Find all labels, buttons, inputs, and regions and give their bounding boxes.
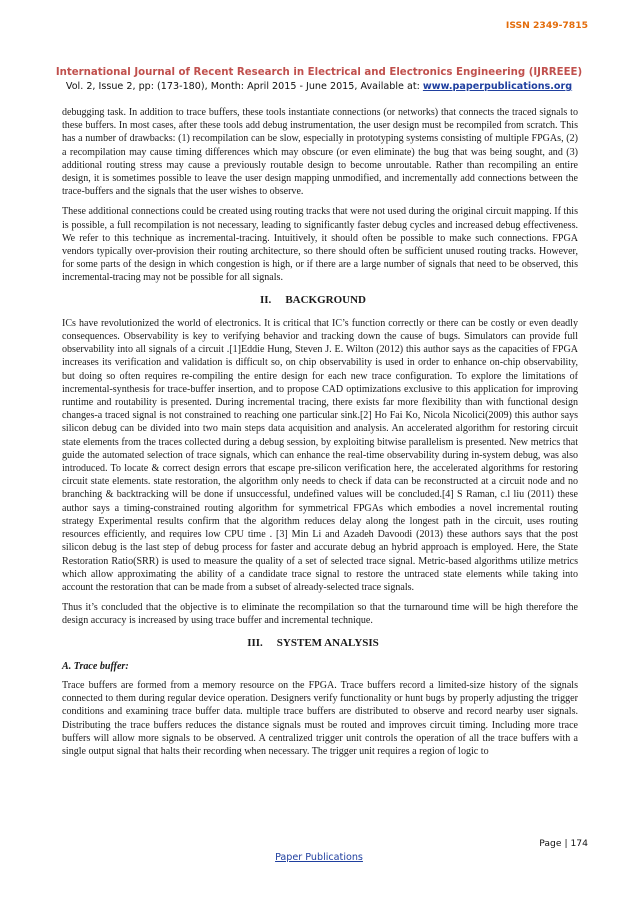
issn-label: ISSN 2349-7815 [505,20,588,31]
section-number: II. [260,293,272,306]
journal-title: International Journal of Recent Research in Electrical and Electronics Engineering (IJRREEE) [55,67,583,78]
paragraph: These additional connections could be created using routing tracks that were not used during the original circuit mapping. If this is possible, a full recompilation is not necessary, leading to significantly faster debug cycles and increased debug effectiveness. We refer to this technique as incremental-tracing. Intuitively, it should often be possible to make such connections. FPGA vendors typically over-provision their routing architecture, so there should often be sufficient unused routing tracks. However, for some parts of the design in which congestion is high, or if there are a large number of signals that need to be observed, this incremental-tracing may not be possible for all signals. [62,206,578,284]
paragraph: Trace buffers are formed from a memory resource on the FPGA. Trace buffers record a limited-size history of the signals connected to them during regular device operation. Designers verify functionality or hunt bugs by properly adjusting the trigger conditions and examining trace buffer data. multiple trace buffers are distributed to observe and record nearby user signals. Distributing the trace buffers reduces the distance signals must be routed and improves circuit timing. Including more trace buffers will allow more signals to be observed. A centralized trigger unit controls the operation of all the trace buffers with a single output signal that halts their recording when necessary. The trigger unit requires a region of logic to [62,679,578,757]
section-heading-background [62,294,578,307]
section-title: SYSTEM ANALYSIS [276,636,379,649]
paragraph: debugging task. In addition to trace buffers, these tools instantiate connections (or networks) that connects the traced signals to these buffers. In most cases, after these tools add debug instrumentation, the user design must be recompiled from scratch. This has a number of drawbacks: (1) recompilation can be slow, especially in prototyping systems consisting of multiple FPGAs, (2) a recompilation may cause timing differences which may obscure (or even eliminate) the bug that was being sought, and (3) additional routing stress may cause a previously routable design to become unroutable. Rather than recompiling an entire design, it is sometimes possible to leave the user design mapping unmodified, and incrementally add connections between the trace-buffers and the signals that the user wishes to observe. [62,107,578,198]
article-body [62,106,578,765]
journal-volume-info [0,81,638,92]
publisher-link[interactable]: Paper Publications [275,852,363,863]
paragraph: ICs have revolutionized the world of electronics. It is critical that IC’s function correctly or there can be costly or even deadly consequences. Observability is key to verifying behavior and tracking down the cause of bugs. Simulators can provide full observability into all signals of a circuit .[1]Eddie Hung, Steven J. E. Wilton (2012) this author says as the capacities of FPGA increases its verification and validation is difficult so, on chip observability is used in order to enhance on-chip observability, but doing so often requires re-compiling the entire design for each new trace configuration. To explore the limitations of incremental-synthesis for trace-buffer insertion, and to propose CAD optimizations exclusive to this application for improving runtime and routability is presented. During incremental tracing, there exists far more flexibility than with functional design changes-a traced signal is not constrained to reaching one particular sink.[2] Ho Fai Ko, Nicola Nicolici(2009) this author says silicon debug can be divided into two main steps data acquisition and analysis. An accelerated algorithm for restoring circuit state elements from the traces collected during a debug session, by exploiting bitwise parallelism is presented. New metrics that guide the automated selection of trace signals, which can enhance the real-time observability during in-system debug, was also introduced. To locate & correct design errors that escape pre-silicon verification here, the accelerated algorithms for restoring circuit state elements. state restoration, the algorithm only needs to check if data can be reconstructed at a circuit node and no branching & backtracking will be done if unsuccessful, undefined values will be concluded.[4] S Raman, c.l liu (2011) these author says a timing-constrained routing algorithm for symmetrical FPGAs which embodies a novel incremental routing strategy Experimental results confirm that the algorithm reduces delay along the longest path in the circuit, uses routing resources efficiently, and requires low CPU time . [3] Min Li and Azadeh Davoodi (2013) these authors says that the post silicon debug is the last step of debug process for faster and accurate debug an hybrid approach is employed. Here, the State Restoration Ratio(SRR) is used to measure the quality of a set of selected trace signal. Metric-based algorithms utilize metrics which allow approximating the ability of a candidate trace signal to restore the untraced state elements while taking into account the restoration that can be made from a subset of already-selected trace signals. [62,317,578,593]
subsection-heading: A. Trace buffer: [62,660,129,672]
page-number: Page | 174 [539,838,588,849]
volume-text: Vol. 2, Issue 2, pp: (173-180), Month: April 2015 - June 2015, Available at: [65,81,423,92]
paragraph: Thus it’s concluded that the objective is to eliminate the recompilation so that the turnaround time will be high therefore the design accuracy is increased by using trace buffer and incremental technique. [62,602,578,627]
section-number: III. [247,636,263,649]
website-link[interactable]: www.paperpublications.org [422,81,573,92]
section-title: BACKGROUND [285,293,366,306]
section-heading-system-analysis [62,637,578,650]
